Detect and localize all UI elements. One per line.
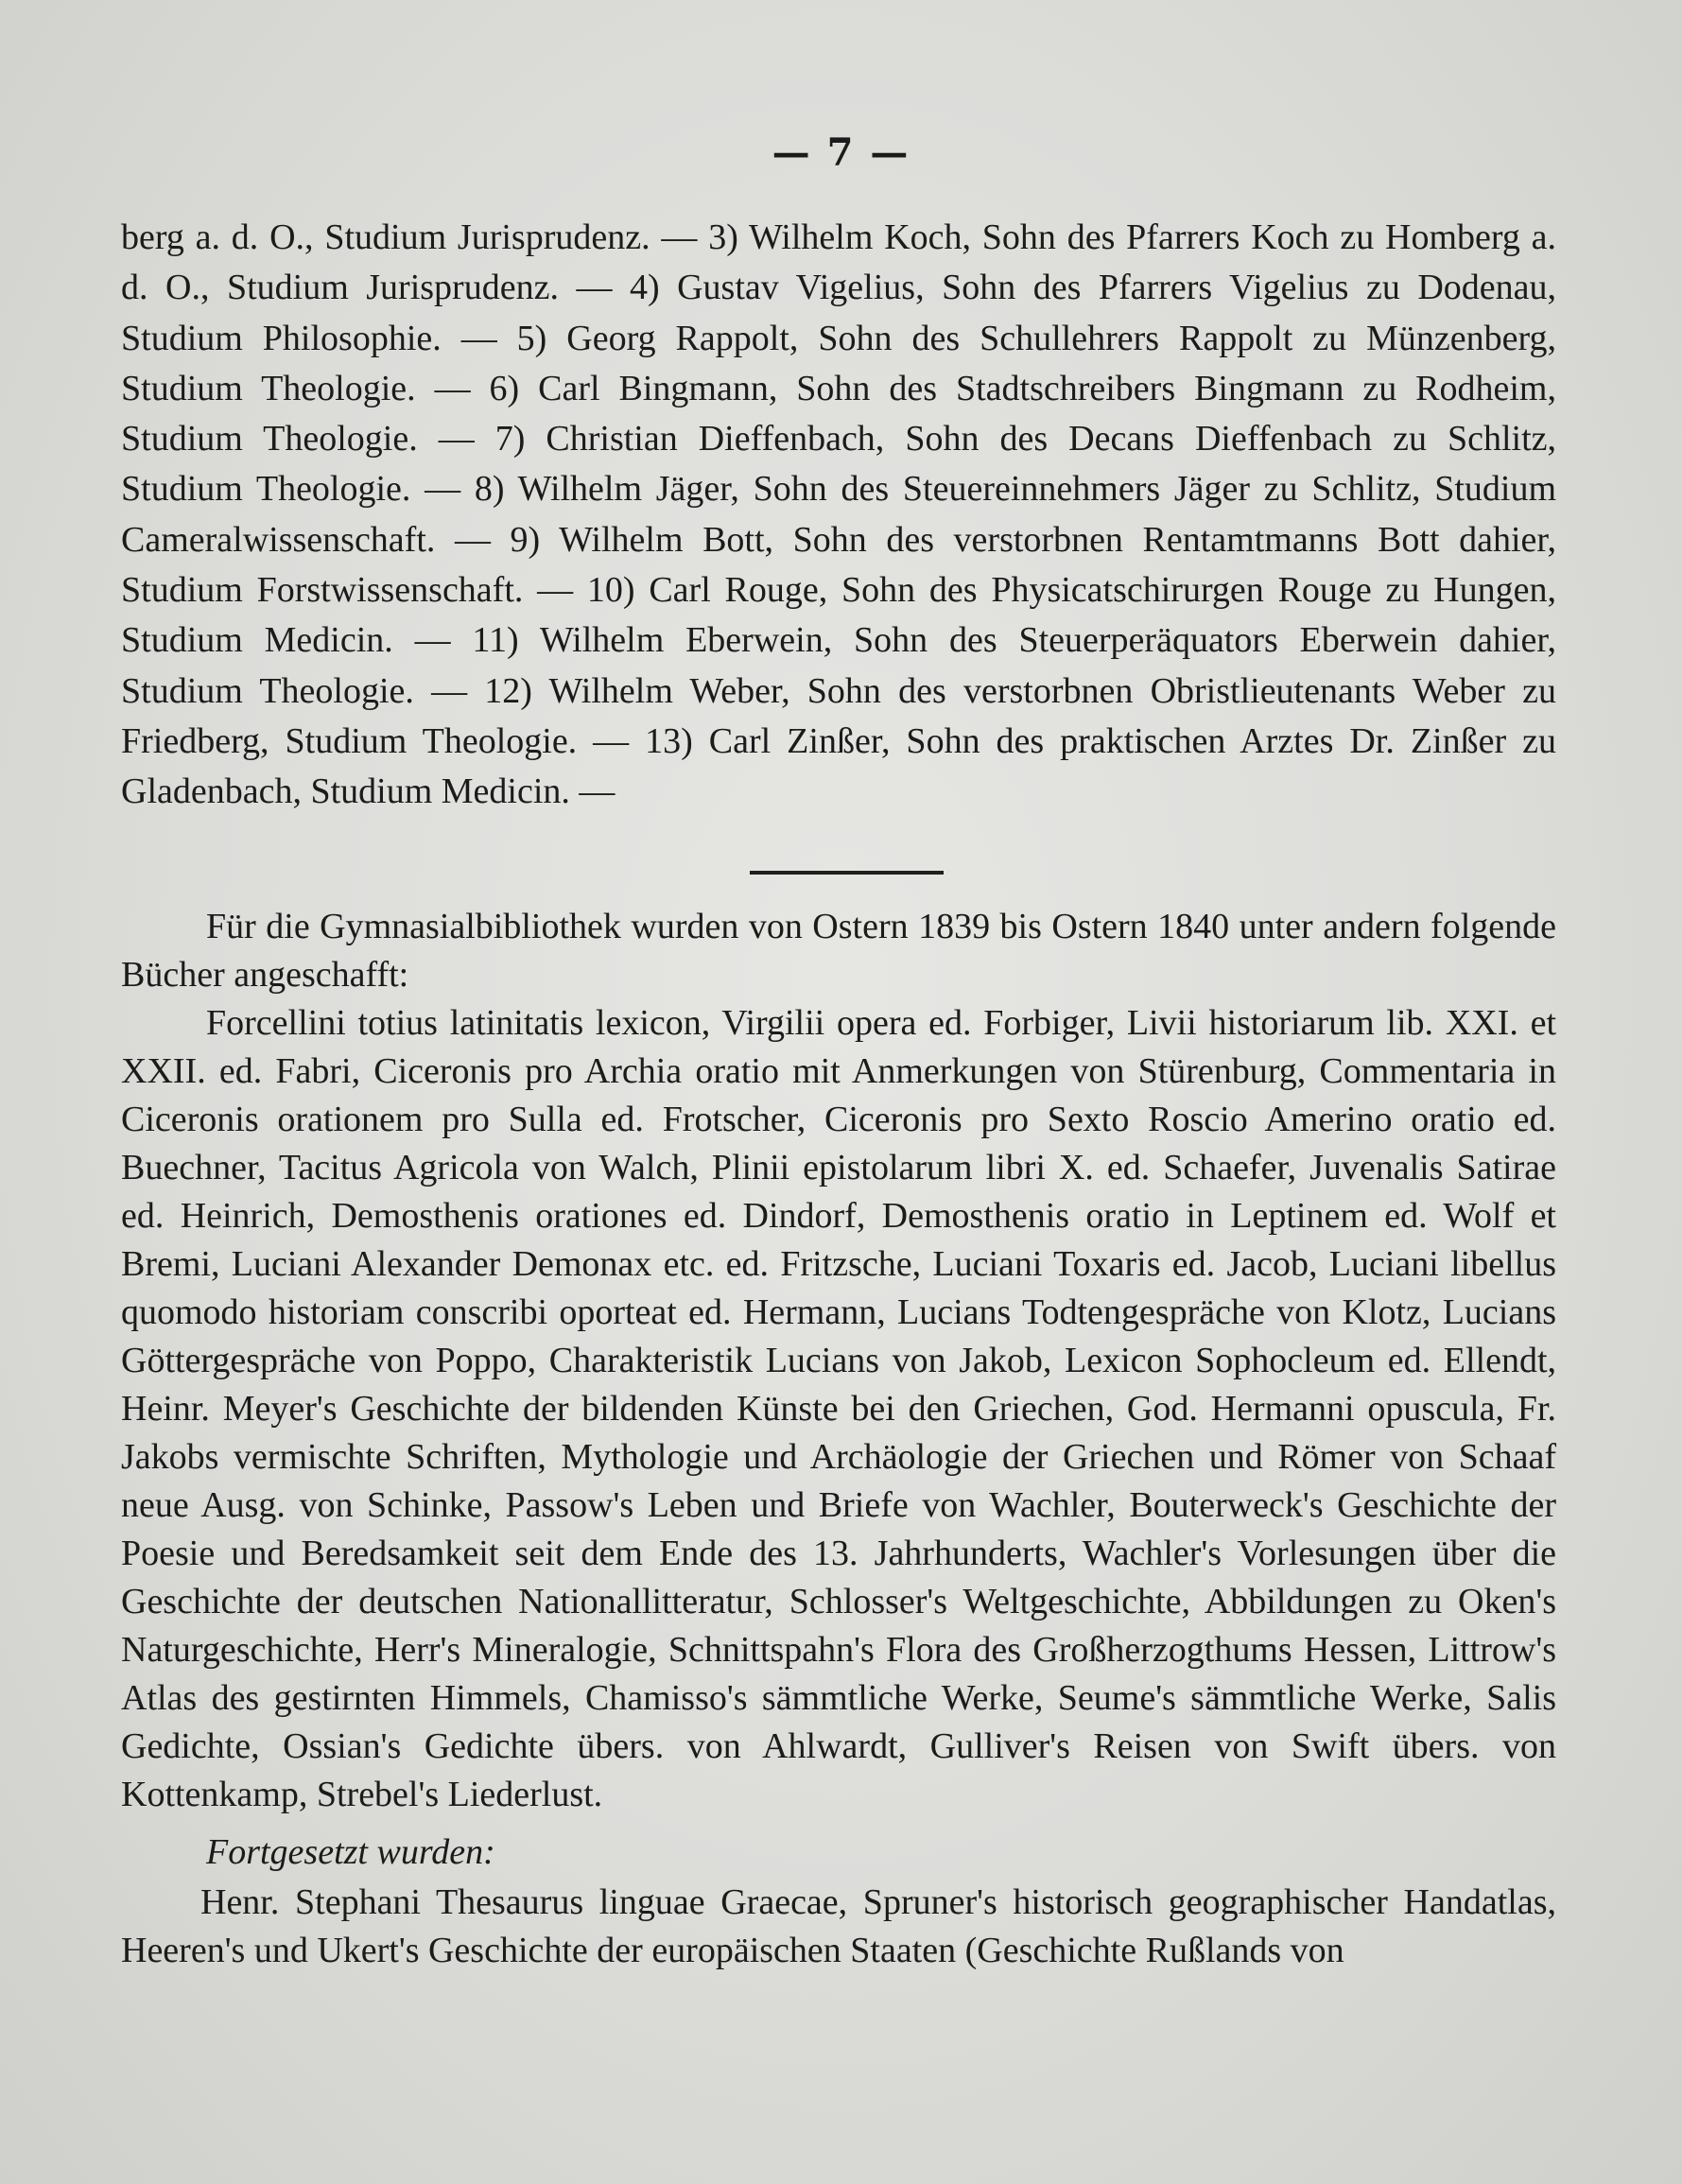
library-paragraph [121,903,1556,1819]
continued-label: Fortgesetzt wurden: [206,1832,495,1872]
continued-books-paragraph: Henr. Stephani Thesaurus linguae Graecae, Spruner's historisch geographischer Handatlas, Heeren's und Ukert's Geschichte der europäischen Staaten (Geschichte Rußlands von [121,1882,1556,1970]
library-intro-text: Für die Gymnasialbibliothek wurden von Ostern 1839 bis Ostern 1840 unter andern folgende Bücher angeschafft: [121,907,1556,995]
students-list-paragraph: berg a. d. O., Studium Jurisprudenz. — 3) Wilhelm Koch, Sohn des Pfarrers Koch zu Homberg a. d. O., Studium Jurisprudenz. — 4) Gustav Vigelius, Sohn des Pfarrers Vigelius zu Dodenau, Studium Philosophie. — 5) Georg Rappolt, Sohn des Schullehrers Rappolt zu Münzenberg, Studium Theologie. — 6) Carl Bingmann, Sohn des Stadtschreibers Bingmann zu Rodheim, Studium Theologie. — 7) Christian Dieffenbach, Sohn des Decans Dieffenbach zu Schlitz, Studium Theologie. — 8) Wilhelm Jäger, Sohn des Steuereinnehmers Jäger zu Schlitz, Studium Cameralwissenschaft. — 9) Wilhelm Bott, Sohn des verstorbnen Rentamtmanns Bott dahier, Studium Forstwissenschaft. — 10) Carl Rouge, Sohn des Physicatschirurgen Rouge zu Hungen, Studium Medicin. — 11) Wilhelm Eberwein, Sohn des Steuerperäquators Eberwein dahier, Studium Theologie. — 12) Wilhelm Weber, Sohn des verstorbnen Obristlieutenants Weber zu Friedberg, Studium Theologie. — 13) Carl Zinßer, Sohn des praktischen Arztes Dr. Zinßer zu Gladenbach, Studium Medicin. — [121,217,1556,812]
library-books-text: Forcellini totius latinitatis lexicon, Virgilii opera ed. Forbiger, Livii historiarum lib. XXI. et XXII. ed. Fabri, Ciceronis pro Archia oratio mit Anmerkungen von Stürenburg, Commentaria in Ciceronis orationem pro Sulla ed. Frotscher, Ciceronis pro Sexto Roscio Amerino oratio ed. Buechner, Tacitus Agricola von Walch, Plinii epistolarum libri X. ed. Schaefer, Juvenalis Satirae ed. Heinrich, Demosthenis orationes ed. Dindorf, Demosthenis oratio in Leptinem ed. Wolf et Bremi, Luciani Alexander Demonax etc. ed. Fritzsche, Luciani Toxaris ed. Jacob, Luciani libellus quomodo historiam conscribi oporteat ed. Hermann, Lucians Todtengespräche von Klotz, Lucians Göttergespräche von Poppo, Charakteristik Lucians von Jakob, Lexicon Sophocleum ed. Ellendt, Heinr. Meyer's Geschichte der bildenden Künste bei den Griechen, God. Hermanni opuscula, Fr. Jakobs vermischte Schriften, Mythologie und Archäologie der Griechen und Römer von Schaaf neue Ausg. von Schinke, Passow's Leben und Briefe von Wachler, Bouterweck's Geschichte der Poesie und Beredsamkeit seit dem Ende des 13. Jahrhunderts, Wachler's Vorlesungen über die Geschichte der deutschen Nationallitteratur, Schlosser's Weltgeschichte, Abbildungen zu Oken's Naturgeschichte, Herr's Mineralogie, Schnittspahn's Flora des Großherzogthums Hessen, Littrow's Atlas des gestirnten Himmels, Chamisso's sämmtliche Werke, Seume's sämmtliche Werke, Salis Gedichte, Ossian's Gedichte übers. von Ahlwardt, Gulliver's Reisen von Swift übers. von Kottenkamp, Strebel's Liederlust. [121,1003,1556,1814]
section-divider [750,871,944,875]
page-number: — 7 — [772,130,910,175]
